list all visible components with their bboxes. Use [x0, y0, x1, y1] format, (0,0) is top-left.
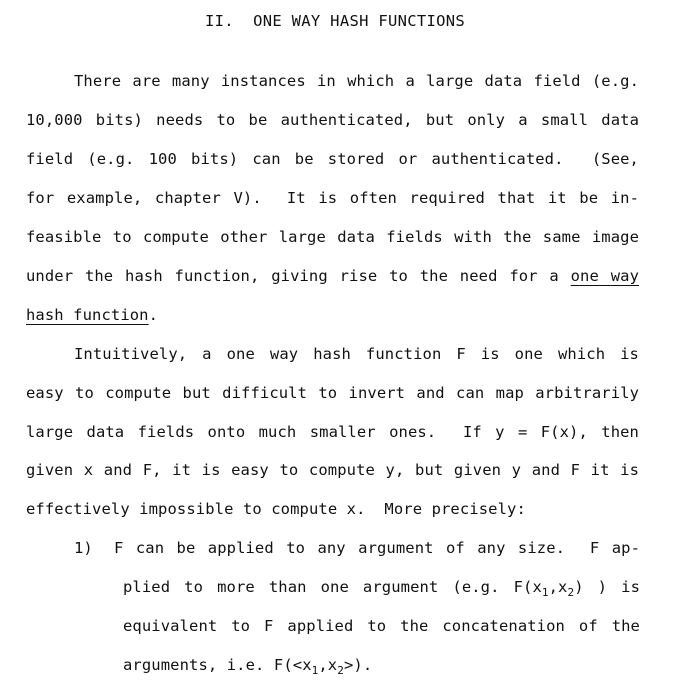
subscript-1: 1 [541, 586, 549, 599]
paragraph-1-line-7-end: . [148, 306, 159, 324]
paragraph-1-line-1: There are many instances in which a large data field (e.g. [74, 72, 639, 90]
paragraph-1-line-2: 10,000 bits) needs to be authenticated, but only a small data [26, 111, 639, 129]
list-item-1-line-2 [123, 578, 641, 599]
paragraph-1-line-7 [26, 306, 158, 324]
paragraph-1-line-5: feasible to compute other large data fields with the same image [26, 228, 639, 246]
subscript-2: 2 [337, 664, 344, 677]
list-item-1-line-4 [123, 656, 373, 677]
list-item-1-line-2-b: ,x [548, 578, 568, 596]
paragraph-2-line-5: effectively impossible to compute x. More precisely: [26, 500, 526, 518]
paragraph-2-line-2: easy to compute but difficult to invert and can map arbitrarily [26, 384, 639, 402]
list-item-1-line-4-a: arguments, i.e. F(<x [123, 656, 312, 674]
hash-function-term: hash function [26, 306, 149, 324]
one-way-term: one way [570, 267, 639, 285]
subscript-1: 1 [311, 664, 319, 677]
paragraph-1-line-4: for example, chapter V). It is often required that it be in- [26, 189, 639, 207]
section-title: II. ONE WAY HASH FUNCTIONS [204, 12, 466, 30]
list-item-1-line-2-a: plied to more than one argument (e.g. F(x [123, 578, 542, 596]
paragraph-1-line-3: field (e.g. 100 bits) can be stored or authenticated. (See, [26, 150, 639, 168]
paragraph-1-line-6 [26, 267, 639, 285]
list-item-1-line-3: equivalent to F applied to the concatenation of the [123, 617, 640, 635]
list-item-1-line-1: F can be applied to any argument of any size. F ap- [114, 539, 640, 557]
subscript-2: 2 [567, 586, 575, 599]
list-item-number: 1) [74, 539, 93, 557]
paragraph-2-line-4: given x and F, it is easy to compute y, but given y and F it is [26, 461, 639, 479]
paragraph-2-line-1: Intuitively, a one way hash function F is one which is [74, 345, 639, 363]
list-item-1-line-4-c: >). [343, 656, 373, 674]
list-item-1-line-4-b: ,x [318, 656, 338, 674]
paragraph-2-line-3: large data fields onto much smaller ones. If y = F(x), then [26, 423, 639, 441]
paragraph-1-line-6-text: under the hash function, giving rise to the need for a [26, 267, 571, 285]
list-item-1-line-2-c: ) ) is [574, 578, 641, 596]
